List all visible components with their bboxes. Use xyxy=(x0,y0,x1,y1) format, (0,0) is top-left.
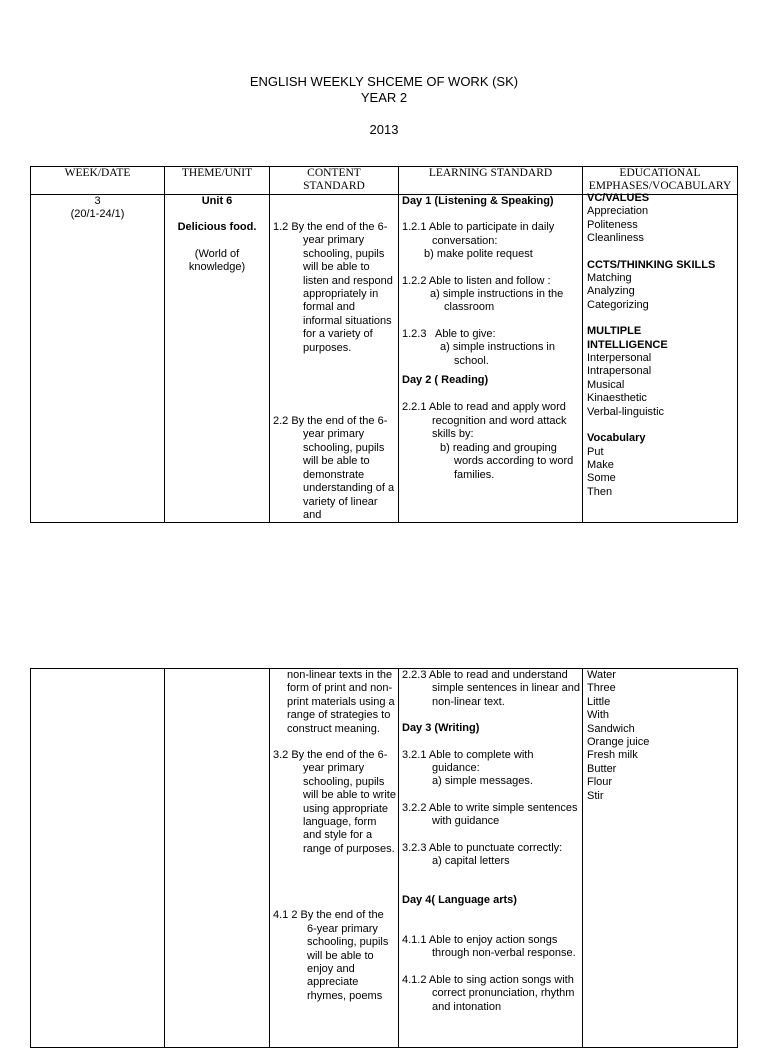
ccts-item: Matching xyxy=(587,272,632,285)
header-theme-unit: THEME/UNIT xyxy=(165,167,270,195)
vocab-item: Stir xyxy=(587,789,604,802)
ls-4-1-2: 4.1.2 Able to sing action songs with correct pronunciation, rhythm and intonation xyxy=(402,973,575,1013)
day-2-heading: Day 2 ( Reading) xyxy=(402,374,489,387)
vc-item: Cleanliness xyxy=(587,232,644,245)
ls-1-2-3-a: a) simple instructions in school. xyxy=(440,341,555,367)
vocab-item: Some xyxy=(587,472,616,485)
mi-item: Intrapersonal xyxy=(587,365,652,378)
content-standard-2-2-cont: non-linear texts in the form of print and non-print materials using a range of strategies to construct meaning. xyxy=(287,669,395,735)
content-standard-2-2: 2.2 By the end of the 6-year primary schooling, pupils will be able to demonstrate understanding of a variety of linear and xyxy=(273,415,395,521)
emphases-cell xyxy=(583,192,738,523)
content-standard-cell-continued xyxy=(270,669,399,1048)
ls-3-2-2: 3.2.2 Able to write simple sentences with guidance xyxy=(402,801,578,828)
ccts-item: Categorizing xyxy=(587,298,649,311)
ccts-heading: CCTS/THINKING SKILLS xyxy=(587,258,716,271)
ls-1-2-3: 1.2.3 Able to give: xyxy=(402,327,496,340)
vocabulary-heading: Vocabulary xyxy=(587,432,646,445)
content-standard-3-2: 3.2 By the end of the 6-year primary schooling, pupils will be able to write using appropriate language, form and style for a range of purposes. xyxy=(273,749,396,855)
vc-item: Appreciation xyxy=(587,205,649,218)
mi-item: Interpersonal xyxy=(587,352,652,365)
learning-standard-cell-continued xyxy=(399,669,583,1048)
mi-item: Verbal-linguistic xyxy=(587,405,665,418)
scheme-table-page-1 xyxy=(30,166,738,523)
ls-4-1-1: 4.1.1 Able to enjoy action songs through non-verbal response. xyxy=(402,933,576,960)
vocab-item: Put xyxy=(587,445,604,458)
week-date-cell-continued xyxy=(31,669,165,1048)
vocab-item: Water xyxy=(587,669,616,681)
ls-3-2-1-a: a) simple messages. xyxy=(432,775,533,788)
vocab-item: Orange juice xyxy=(587,736,650,749)
vocab-item: Three xyxy=(587,682,616,695)
vc-values-heading: VC/VALUES xyxy=(587,192,650,204)
vc-item: Politeness xyxy=(587,218,638,231)
ls-1-2-2-a: a) simple instructions in the classroom xyxy=(430,288,564,314)
week-dates: (20/1-24/1) xyxy=(70,208,125,221)
content-standard-cell xyxy=(270,195,399,523)
scheme-table-page-2 xyxy=(30,668,738,1048)
theme-label: Delicious food. xyxy=(177,221,257,234)
vocab-item: Flour xyxy=(587,776,613,789)
document-date: 2013 xyxy=(369,122,399,137)
ls-2-2-3: 2.2.3 Able to read and understand simple sentences in linear and non-linear text. xyxy=(402,669,580,708)
day-3-heading: Day 3 (Writing) xyxy=(402,722,480,735)
ls-3-2-3: 3.2.3 Able to punctuate correctly: xyxy=(402,841,563,854)
day-1-heading: Day 1 (Listening & Speaking) xyxy=(402,195,554,207)
learning-standard-cell xyxy=(399,195,583,523)
mi-item: Musical xyxy=(587,378,625,391)
ls-1-2-2: 1.2.2 Able to listen and follow : xyxy=(402,274,551,287)
unit-label: Unit 6 xyxy=(201,195,233,207)
vocab-item: Then xyxy=(587,485,613,498)
vocab-item: Little xyxy=(587,695,611,708)
vocab-item: Butter xyxy=(587,762,617,775)
mi-item: Kinaesthetic xyxy=(587,392,647,405)
ls-2-2-1: 2.2.1 Able to read and apply word recognition and word attack skills by: xyxy=(402,401,567,441)
header-learning-standard: LEARNING STANDARD xyxy=(399,167,583,195)
theme-subtitle: (World of knowledge) xyxy=(188,247,246,274)
theme-unit-cell-continued xyxy=(165,669,270,1048)
vocab-item: Sandwich xyxy=(587,722,635,735)
header-content-standard: CONTENT STANDARD xyxy=(270,167,399,195)
week-number: 3 xyxy=(94,195,101,207)
content-standard-1-2: 1.2 By the end of the 6-year primary schooling, pupils will be able to listen and respond appropriately in formal and informal situations for a variety of purposes. xyxy=(273,221,393,354)
ls-1-2-1: 1.2.1 Able to participate in daily conversation: xyxy=(402,221,555,247)
emphases-cell-continued xyxy=(583,669,738,1048)
ls-3-2-3-a: a) capital letters xyxy=(432,855,510,868)
theme-unit-cell xyxy=(165,195,270,523)
content-standard-4-1: 4.1 2 By the end of the 6-year primary schooling, pupils will be able to enjoy and appreciate rhymes, poems xyxy=(273,909,389,1002)
header-educational-emphases: EDUCATIONAL EMPHASES/VOCABULARY xyxy=(583,167,738,195)
document-year: YEAR 2 xyxy=(360,90,408,105)
ls-2-2-1-b: b) reading and grouping words according to word families. xyxy=(440,441,574,481)
document-title: ENGLISH WEEKLY SHCEME OF WORK (SK) xyxy=(249,74,519,89)
vocab-item: Fresh milk xyxy=(587,749,638,762)
day-4-heading: Day 4( Language arts) xyxy=(402,894,517,907)
multiple-intelligence-heading: MULTIPLE INTELLIGENCE xyxy=(587,325,668,351)
ccts-item: Analyzing xyxy=(587,285,635,298)
vocab-item: With xyxy=(587,709,609,722)
header-week-date: WEEK/DATE xyxy=(31,167,165,195)
week-date-cell xyxy=(31,195,165,523)
ls-1-2-1-b: b) make polite request xyxy=(424,248,533,261)
vocab-item: Make xyxy=(587,458,614,471)
ls-3-2-1: 3.2.1 Able to complete with guidance: xyxy=(402,748,534,775)
